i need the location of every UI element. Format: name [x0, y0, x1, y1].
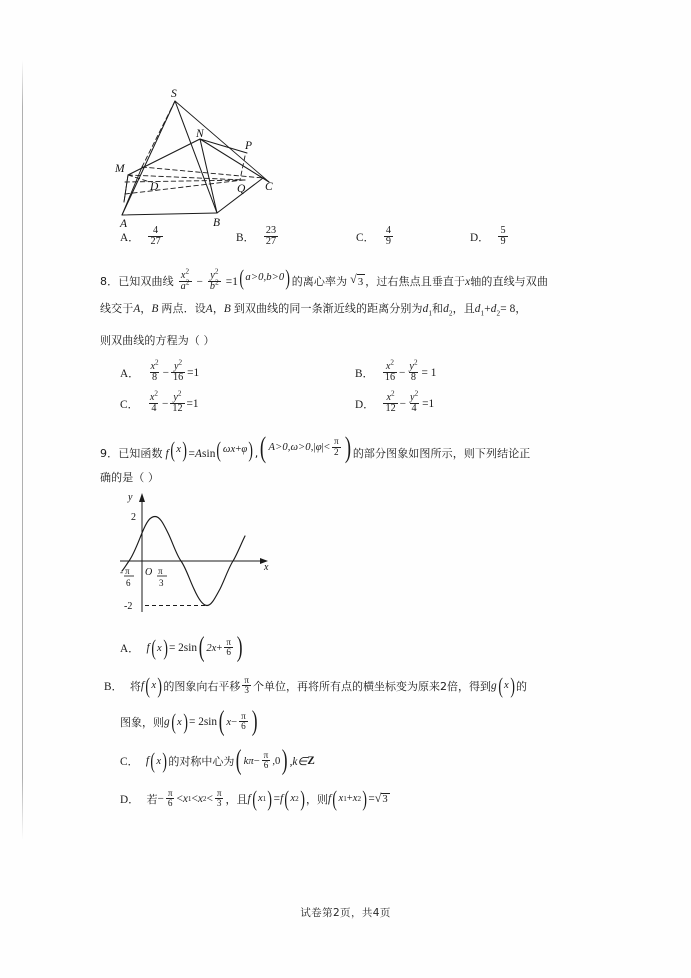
- q9-option-b-key: B．: [104, 680, 123, 693]
- q8-text-6: 两点．设: [161, 302, 206, 315]
- q9-option-b-line1[interactable]: B． 将 f ( x ) 的图象向右平移 $\frac{\pi}{3}$ 个单位，再将所有点的横坐标变为原来2倍，得到 g ( x ) 的: [104, 672, 527, 698]
- q7-option-a-fraction: $\frac{4}{27}$: [150, 224, 161, 247]
- q7-option-d-key: D．: [470, 231, 490, 244]
- q9-line-2: 确的是（ ）: [100, 471, 160, 484]
- figure-label-S: S: [171, 88, 177, 100]
- q8-option-a-frac-y: $\frac{y^2}{16}$: [172, 358, 184, 383]
- q8-condition: ( a>0,b>0 ): [239, 265, 291, 291]
- q8-dsum: = 8: [500, 303, 516, 315]
- q8-text-3: ，过右焦点且垂直于: [365, 275, 466, 289]
- q7-option-b-key: B．: [236, 231, 255, 244]
- q9-f: f: [165, 448, 169, 460]
- q8-frac-x2-a2: $\frac{x^2}{a^2}$: [180, 267, 190, 293]
- q8-option-a-frac-x: $\frac{x^2}{8}$: [150, 358, 159, 383]
- q8-option-b-key: B．: [355, 367, 374, 380]
- q7-option-b-fraction: $\frac{23}{27}$: [265, 224, 277, 247]
- q8-option-d-key: D．: [355, 398, 375, 411]
- q9-option-c[interactable]: C． f ( x ) 的对称中心为 ( kπ − $\frac{\pi}{6}$ ,0 ) ,k∈ Z: [120, 745, 315, 776]
- q7-option-c-fraction: $\frac{4}{9}$: [385, 224, 391, 247]
- figure-label-B: B: [213, 217, 221, 227]
- q8-minus: −: [196, 276, 203, 289]
- figure-label-N: N: [196, 128, 204, 140]
- q8-frac-y2-b2: $\frac{y^2}{b^2}$: [209, 267, 219, 293]
- scan-artifact-line: [22, 60, 23, 840]
- q9-option-c-key: C．: [120, 756, 139, 769]
- q9-number: 9．: [100, 447, 119, 460]
- q9-constraints: ( A>0, ω>0, | φ | < $\frac{\pi}{2}$ ): [260, 431, 351, 464]
- figure-label-A: A: [120, 218, 128, 227]
- q8-number: 8．: [100, 275, 119, 289]
- q7-option-c-key: C．: [356, 231, 375, 244]
- q8-d2: d: [443, 303, 449, 315]
- q8-option-d-frac-x: $\frac{x^2}{12}$: [385, 389, 396, 414]
- q7-option-c[interactable]: [356, 226, 395, 248]
- svg-text:3: 3: [159, 578, 164, 588]
- geometry-figure-pyramid: [95, 82, 310, 227]
- q8-axis-var: x: [465, 276, 471, 289]
- q8-option-b-frac-x: $\frac{x^2}{16}$: [384, 358, 396, 383]
- svg-text:6: 6: [126, 578, 131, 588]
- sine-function-graph: [112, 488, 282, 620]
- q7-option-a-key: A．: [120, 231, 140, 244]
- q8-option-b[interactable]: B． $\frac{x^2}{16}$ − $\frac{y^2}{8}$ = 1: [355, 358, 437, 383]
- q7-option-a[interactable]: [120, 226, 165, 248]
- x-axis-label: x: [264, 562, 269, 573]
- x-tick-pi-over-3: [157, 566, 167, 588]
- y-axis-arrow: [139, 493, 145, 502]
- q8-option-a-key: A．: [120, 367, 140, 380]
- figure-label-D: D: [150, 181, 159, 193]
- q9-option-a[interactable]: A． f ( x ) = 2sin ( 2x + $\frac{\pi}{6}$ ): [120, 632, 243, 663]
- q8-text-5: 线交于: [100, 302, 134, 315]
- figure-label-C: C: [265, 181, 273, 193]
- q8-option-c-key: C．: [120, 398, 139, 411]
- y-tick-neg2: -2: [124, 601, 133, 612]
- q8-text-2: 的离心率为: [291, 275, 348, 289]
- figure-label-P: P: [245, 140, 253, 152]
- q8-sqrt-3: √ 3: [350, 273, 365, 291]
- q8-line-1: [100, 265, 548, 293]
- q8-point-b: B: [151, 303, 159, 315]
- figure-label-M: M: [115, 163, 125, 175]
- q9-option-d-key: D．: [120, 793, 140, 806]
- q8-eq-one: =1: [225, 276, 238, 289]
- q8-option-a[interactable]: A． $\frac{x^2}{8}$ − $\frac{y^2}{16}$ =1: [120, 358, 200, 383]
- svg-text:π: π: [125, 566, 130, 576]
- svg-text:-: -: [120, 567, 123, 577]
- q8-text-7: 到双曲线的同一条渐近线的距离分别为: [233, 302, 423, 315]
- page-footer: 试卷第2页，共4页: [300, 907, 391, 919]
- q9-option-a-key: A．: [120, 643, 140, 656]
- x-tick-neg-pi-over-6: [120, 566, 134, 588]
- q9-option-b-line2[interactable]: 图象，则 g ( x ) = 2sin ( x − $\frac{\pi}{6}$ ): [120, 706, 258, 737]
- q8-option-c-frac-y: $\frac{y^2}{12}$: [172, 389, 183, 414]
- q8-option-b-frac-y: $\frac{y^2}{8}$: [409, 358, 418, 383]
- q8-text-4: 轴的直线与双曲: [470, 275, 548, 289]
- q7-option-b[interactable]: [236, 226, 280, 248]
- q7-option-d-fraction: $\frac{5}{9}$: [500, 224, 506, 247]
- origin-label: O: [145, 567, 153, 578]
- q8-text-1: 已知双曲线: [118, 275, 174, 289]
- q8-line-2: 线交于A，B 两点．设A，B 到双曲线的同一条渐近线的距离分别为$d_1$和$d_2$，且$d_1+d_2= 8$，: [100, 302, 527, 318]
- q9-line-1: 9．已知函数 f ( x ) =Asin ( ω x + φ ) , ( A>0, ω>0, | φ | < $\frac{\pi}{2}$ ) 的部分图象如图所示，则下列结论正: [100, 431, 531, 464]
- figure-label-Q: Q: [237, 183, 246, 195]
- y-tick-2: 2: [131, 512, 136, 523]
- q7-option-d[interactable]: [470, 226, 510, 248]
- q8-point-a: A: [133, 303, 141, 315]
- svg-text:π: π: [158, 566, 163, 576]
- q8-option-d-frac-y: $\frac{y^2}{4}$: [410, 389, 419, 414]
- q8-option-d[interactable]: D． $\frac{x^2}{12}$ − $\frac{y^2}{4}$ =1: [355, 389, 435, 414]
- q8-option-c-frac-x: $\frac{x^2}{4}$: [149, 389, 158, 414]
- q8-d1: d: [422, 303, 429, 315]
- y-axis-label: y: [128, 492, 133, 503]
- q9-option-d[interactable]: D． 若 − $\frac{\pi}{6}$ < x 1 < x 2 < $\frac{\pi}{3}$ ，且 f ( x 1 ) = f ( x 2 ) ，则 f ( x 1 + x 2 ) = √ 3: [120, 785, 388, 811]
- q8-line-3: 则双曲线的方程为（ ）: [100, 334, 215, 347]
- q8-option-c[interactable]: C． $\frac{x^2}{4}$ − $\frac{y^2}{12}$ =1: [120, 389, 199, 414]
